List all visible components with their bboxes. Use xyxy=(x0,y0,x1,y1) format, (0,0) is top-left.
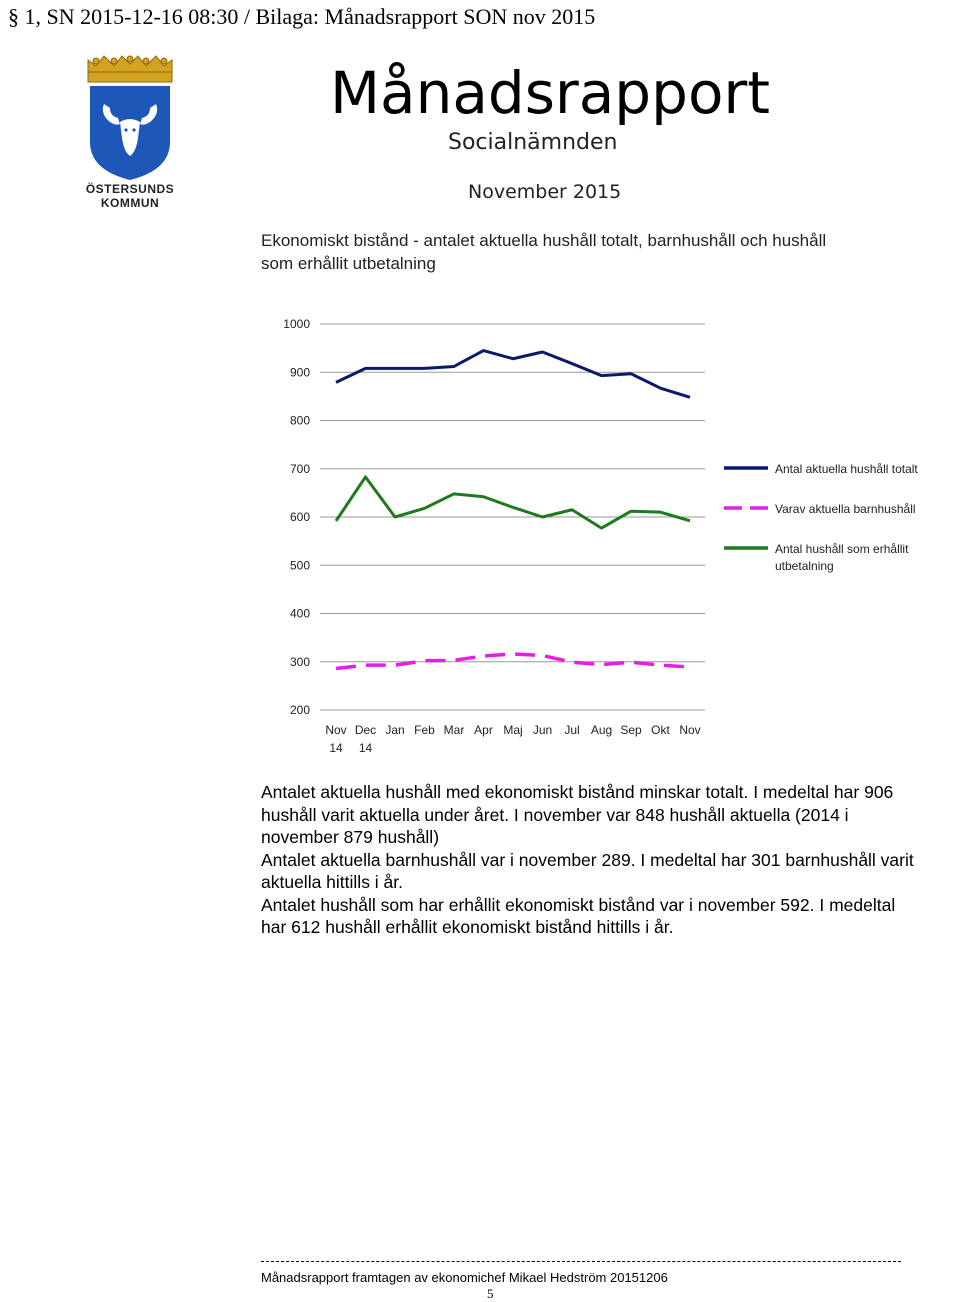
x-tick-label: Jul xyxy=(564,723,580,737)
paragraph-total: Antalet aktuella hushåll med ekonomiskt bistånd minskar totalt. I medeltal har 906 hushåll varit aktuella under året. I november var 848 hushåll aktuella (2014 i november 879 hushåll) xyxy=(261,782,894,847)
x-tick-label: Jun xyxy=(532,723,553,737)
x-tick-label: 14 xyxy=(358,741,373,755)
legend-label: Varav aktuella barnhushåll xyxy=(775,502,916,516)
footer-text: Månadsrapport framtagen av ekonomichef Mikael Hedström 20151206 xyxy=(261,1270,668,1285)
x-tick-label: Feb xyxy=(414,723,435,737)
body-text xyxy=(261,781,921,939)
series-line xyxy=(336,477,690,528)
x-tick-label: Apr xyxy=(474,723,493,737)
legend-label: Antal aktuella hushåll totalt xyxy=(775,462,918,476)
chart-title: Ekonomiskt bistånd - antalet aktuella hushåll totalt, barnhushåll och hushåll som erhållit utbetalning xyxy=(261,231,827,273)
y-tick-label: 200 xyxy=(289,703,310,717)
x-tick-label: 14 xyxy=(329,741,343,755)
logo-line1: ÖSTERSUNDS xyxy=(85,182,175,196)
y-tick-label: 600 xyxy=(289,510,310,524)
series-line xyxy=(336,351,690,398)
legend-label: Antal hushåll som erhållit xyxy=(775,542,909,556)
x-tick-label: Mar xyxy=(443,723,465,737)
page-subtitle: Socialnämnden xyxy=(448,130,618,155)
y-tick-label: 1000 xyxy=(283,317,310,331)
footer-divider xyxy=(261,1261,901,1262)
y-tick-label: 900 xyxy=(289,365,310,380)
x-tick-label: Dec xyxy=(354,723,377,737)
paragraph-payments: Antalet hushåll som har erhållit ekonomiskt bistånd var i november 592. I medeltal har 612 hushåll erhållit ekonomiskt bistånd hittills i år. xyxy=(261,894,896,937)
page-title: Månadsrapport xyxy=(330,59,771,127)
x-tick-label: Jan xyxy=(385,723,405,737)
x-tick-label: Maj xyxy=(503,723,523,737)
x-tick-label: Aug xyxy=(590,723,613,737)
y-tick-label: 700 xyxy=(289,461,310,476)
y-tick-label: 400 xyxy=(289,606,310,621)
legend-label: utbetalning xyxy=(775,559,834,573)
x-tick-label: Nov xyxy=(679,723,701,737)
x-tick-label: Sep xyxy=(620,723,642,737)
header-text: § 1, SN 2015-12-16 08:30 / Bilaga: Månadsrapport SON nov 2015 xyxy=(8,4,596,29)
y-tick-label: 800 xyxy=(289,413,310,428)
page-number: 5 xyxy=(487,1286,494,1301)
report-month: November 2015 xyxy=(468,181,622,203)
y-tick-label: 300 xyxy=(289,654,310,669)
x-tick-label: Okt xyxy=(651,723,670,737)
paragraph-children: Antalet aktuella barnhushåll var i november 289. I medeltal har 301 barnhushåll varit aktuella hittills i år. xyxy=(261,849,914,892)
x-tick-label: Nov xyxy=(325,723,347,737)
logo-line2: KOMMUN xyxy=(100,196,160,210)
y-tick-label: 500 xyxy=(289,558,310,573)
